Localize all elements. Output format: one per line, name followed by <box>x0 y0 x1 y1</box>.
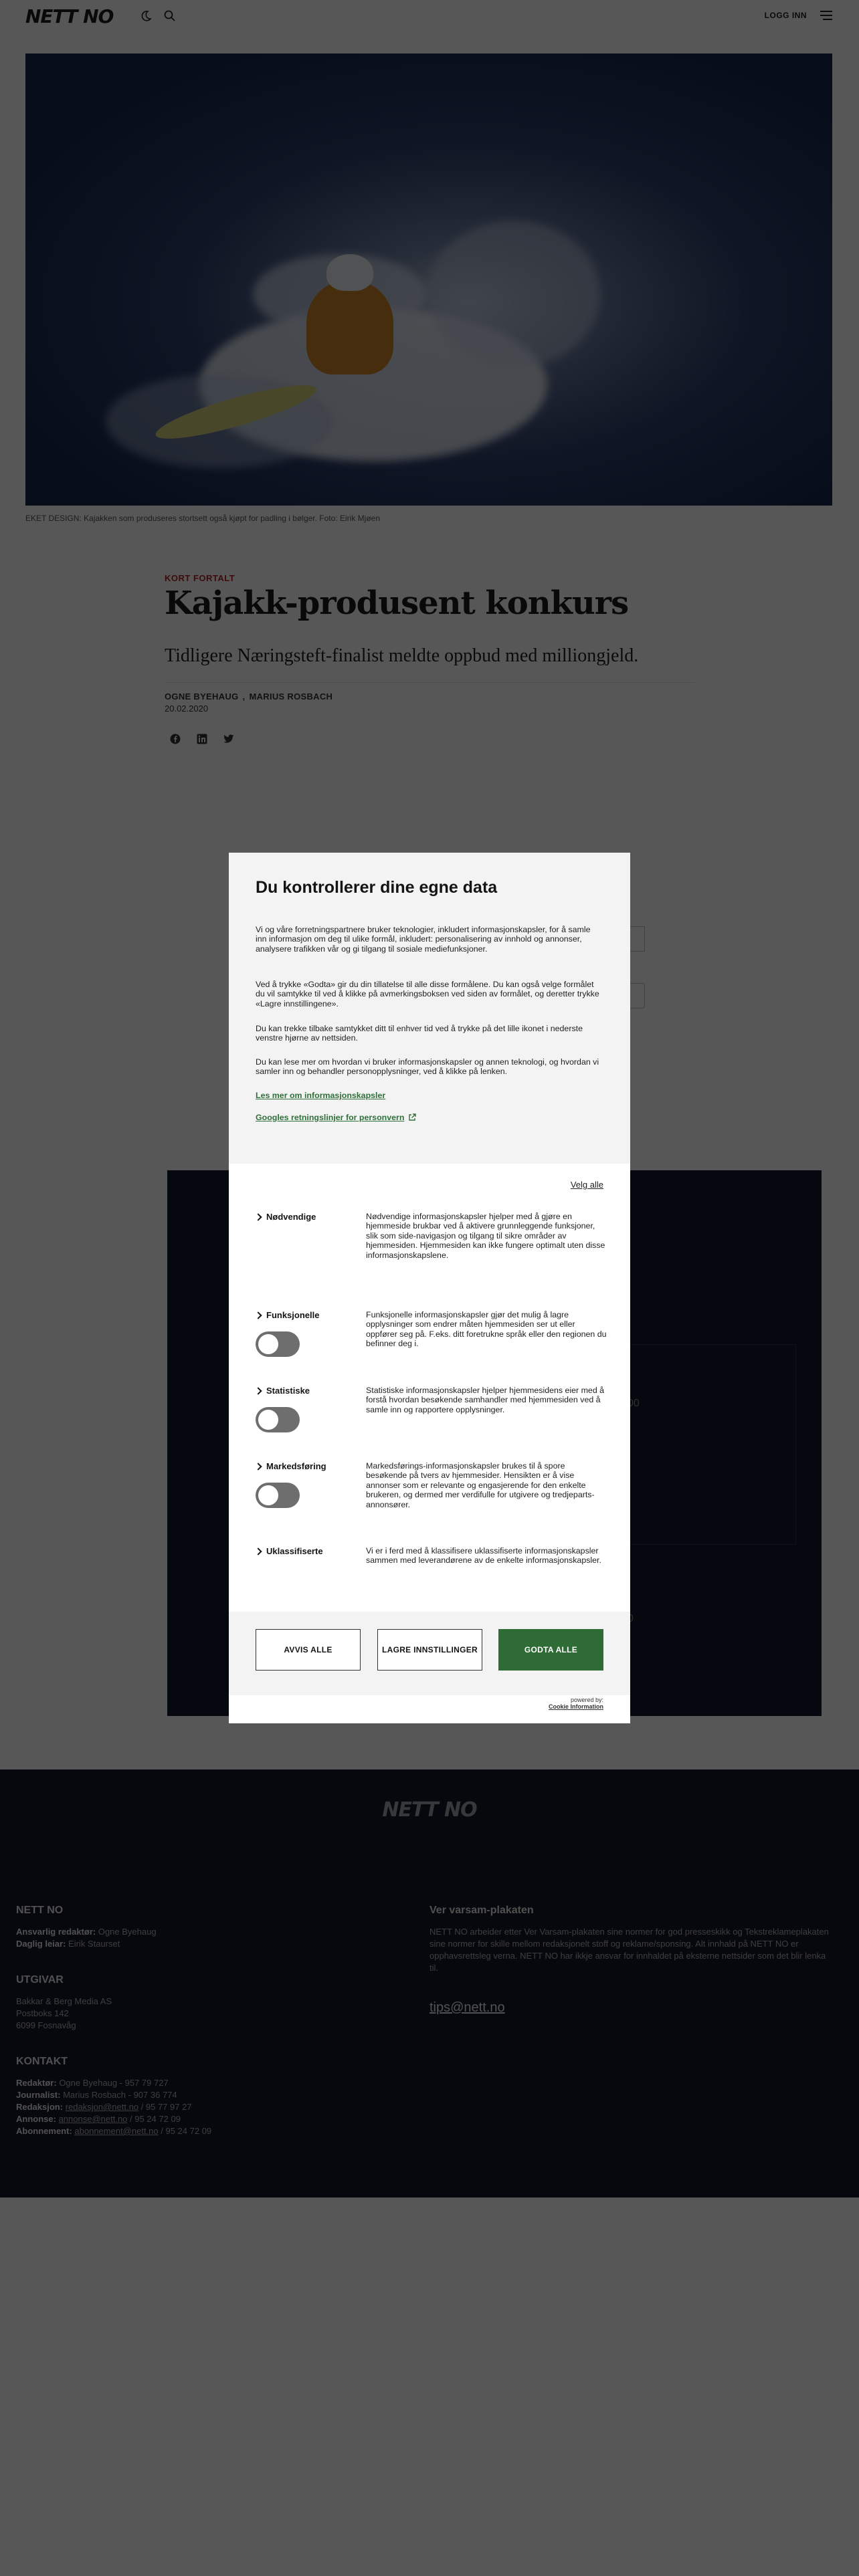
external-link-icon <box>408 1113 416 1121</box>
cookie-consent-dialog <box>229 853 630 1723</box>
cookie-information-link[interactable]: Cookie Information <box>548 1703 603 1710</box>
reject-all-button[interactable]: AVVIS ALLE <box>256 1629 361 1671</box>
more-info-link[interactable]: Les mer om informasjonskapsler <box>256 1091 386 1100</box>
google-privacy-link[interactable]: Googles retningslinjer for personvern <box>256 1113 416 1122</box>
save-settings-button[interactable]: LAGRE INNSTILLINGER <box>377 1629 482 1671</box>
chevron-right-icon <box>254 1213 262 1220</box>
statistics-toggle[interactable] <box>256 1407 300 1432</box>
consent-title: Du kontrollerer dine egne data <box>256 878 498 897</box>
marketing-toggle[interactable] <box>256 1483 300 1508</box>
powered-by: powered by: Cookie Information <box>548 1697 603 1710</box>
category-necessary[interactable]: Nødvendige <box>256 1212 316 1222</box>
chevron-right-icon <box>254 1311 262 1319</box>
category-description: Markedsførings-informasjonskapsler brukes til å spore besøkende på tvers av hjemmesider. Hensikten er å vise annonser som er relevante og engasjerende for den enkelte brukeren, og dermed mer verdifulle for utgivere og tredjeparts-annonsører. <box>366 1461 595 1509</box>
consent-intro <box>229 853 630 1164</box>
select-all-link[interactable]: Velg alle <box>570 1180 603 1190</box>
category-marketing[interactable]: Markedsføring <box>256 1461 326 1471</box>
consent-paragraph: Vi og våre forretningspartnere bruker teknologier, inkludert informasjonskapsler, for å samle inn informasjon om deg til ulike formål, inkludert: personalisering av innhold og annonser, analysere trafikken vår og gi tilgang til sosiale mediefunksjoner. <box>256 925 591 954</box>
consent-paragraph: Du kan lese mer om hvordan vi bruker informasjonskapsler og annen teknologi, og hvordan vi samler inn og behandler personopplysninger, ved å klikke på lenken. <box>256 1057 599 1077</box>
category-statistics[interactable]: Statistiske <box>256 1386 310 1396</box>
chevron-right-icon <box>254 1463 262 1470</box>
category-description: Nødvendige informasjonskapsler hjelper med å gjøre en hjemmeside brukbar ved å aktivere grunnleggende funksjoner, slik som side-navigasjon og tilgang til sikre områder av hjemmesiden. Hjemmesiden kan ikke fungere optimalt uten disse informasjonskapslene. <box>366 1212 605 1260</box>
category-unclassified[interactable]: Uklassifiserte <box>256 1546 323 1556</box>
accept-all-button[interactable]: GODTA ALLE <box>498 1629 603 1671</box>
functional-toggle[interactable] <box>256 1331 300 1357</box>
category-description: Funksjonelle informasjonskapsler gjør det mulig å lagre opplysninger som endrer måten hjemmesiden ser ut eller oppfører seg på. F.eks. ditt foretrukne språk eller den regionen du befinner deg i. <box>366 1310 607 1349</box>
category-description: Statistiske informasjonskapsler hjelper hjemmesidens eier med å forstå hvordan besøkende samhandler med hjemmesiden ved å samle inn og rapportere opplysninger. <box>366 1386 605 1414</box>
consent-actions <box>229 1612 630 1695</box>
category-description: Vi er i ferd med å klassifisere uklassifiserte informasjonskapsler sammen med leverandørene av de enkelte informasjonskapsler. <box>366 1546 601 1566</box>
consent-paragraph: Du kan trekke tilbake samtykket ditt til enhver tid ved å trykke på det lille ikonet i nederste venstre hjørne av nettsiden. <box>256 1024 583 1043</box>
chevron-right-icon <box>254 1387 262 1394</box>
category-functional[interactable]: Funksjonelle <box>256 1310 319 1320</box>
consent-paragraph: Ved å trykke «Godta» gir du din tillatelse til alle disse formålene. Du kan også velge formålet du vil samtykke til ved å klikke på avmerkingsboksen ved siden av formålet, og deretter trykke «Lagre innstillingene». <box>256 980 599 1008</box>
chevron-right-icon <box>254 1547 262 1555</box>
